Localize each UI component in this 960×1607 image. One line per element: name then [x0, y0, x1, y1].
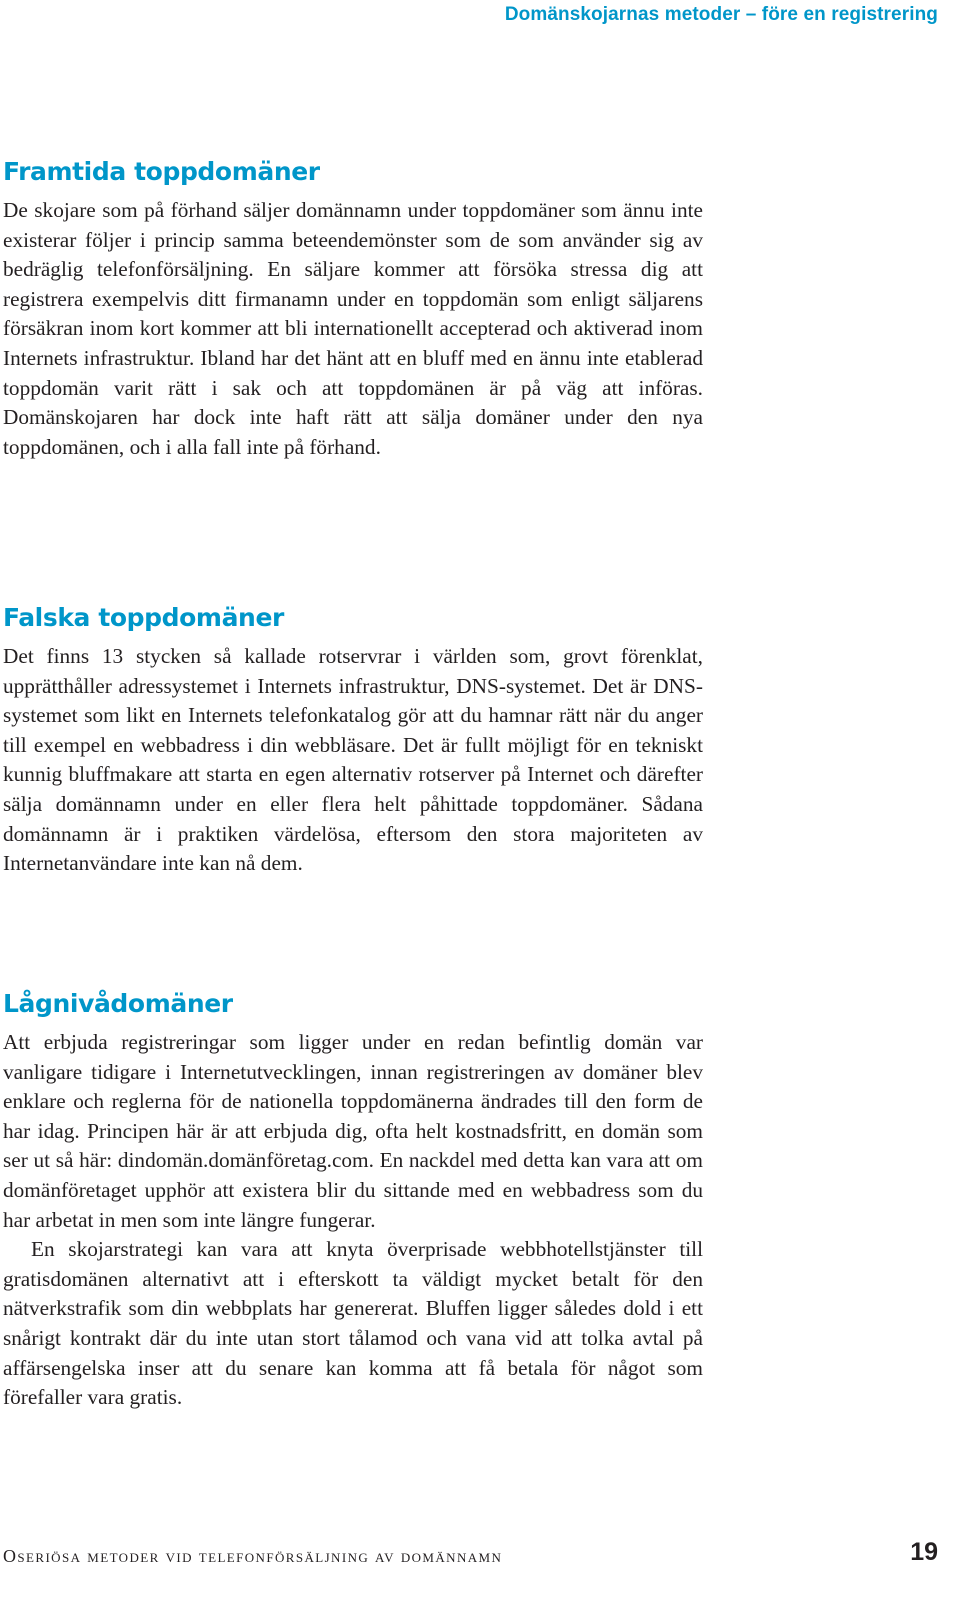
section-framtida-toppdomaner	[3, 157, 703, 462]
section-heading: Lågnivådomäner	[3, 989, 233, 1018]
section-lagnivadomaner	[3, 989, 703, 1413]
body-paragraph: En skojarstrategi kan vara att knyta överprisade webbhotellstjänster till gratisdomänen alternativt att i efterskott ta väldigt mycket betalt för den nätverkstrafik som din webbplats har genererat. Bluffen ligger således dold i ett snårigt kontrakt där du inte utan stort tålamod och vana vid att tolka avtal på affärsengelska inser att du senare kan komma att få betala för något som förefaller vara gratis.	[3, 1237, 703, 1410]
body-paragraph: Att erbjuda registreringar som ligger under en redan befintlig domän var vanligare tidigare i Internetutvecklingen, innan registreringen av domäner blev enklare och reglerna för de nationella toppdomänerna ändrades till den form de har idag. Principen här är att erbjuda dig, ofta helt kostnadsfritt, en domän som ser ut så här: dindomän.domänföretag.com. En nackdel med detta kan vara att om domänföretaget upphör att existera blir du sittande med en webbadress som du har arbetat in men som inte längre fungerar.	[3, 1030, 703, 1232]
section-heading: Framtida toppdomäner	[3, 157, 320, 186]
body-paragraph: De skojare som på förhand säljer domännamn under toppdomäner som ännu inte existerar följer i princip samma beteendemönster som de som använder sig av bedräglig telefonförsäljning. En säljare kommer att försöka stressa dig att registrera exempelvis ditt firmanamn under en toppdomän som enligt säljarens försäkran inom kort kommer att bli internationellt accepterad och aktiverad inom Internets infrastruktur. Ibland har det hänt att en bluff med en ännu inte etablerad toppdomän varit rätt i sak och att toppdomänen är på väg att införas. Domänskojaren har dock inte haft rätt att sälja domäner under den nya toppdomänen, och i alla fall inte på förhand.	[3, 198, 703, 459]
page-number: 19	[910, 1538, 938, 1566]
section-heading: Falska toppdomäner	[3, 603, 284, 632]
body-paragraph: Det finns 13 stycken så kallade rotservrar i världen som, grovt förenklat, upprätthåller adressystemet i Internets infrastruktur, DNS-systemet. Det är DNS-systemet som likt en Internets telefonkatalog gör att du hamnar rätt när du anger till exempel en webbadress i din webbläsare. Det är fullt möjligt för en tekniskt kunnig bluffmakare att starta en egen alternativ rotserver på Internet och därefter sälja domännamn under en eller flera helt påhittade toppdomäner. Sådana domännamn är i praktiken värdelösa, eftersom den stora majoriteten av Internetanvändare inte kan nå dem.	[3, 644, 703, 876]
running-header: Domänskojarnas metoder – före en registrering	[504, 4, 938, 25]
footer-book-title: Oseriösa metoder vid telefonförsäljning av domännamn	[3, 1546, 503, 1566]
section-falska-toppdomaner	[3, 603, 703, 879]
